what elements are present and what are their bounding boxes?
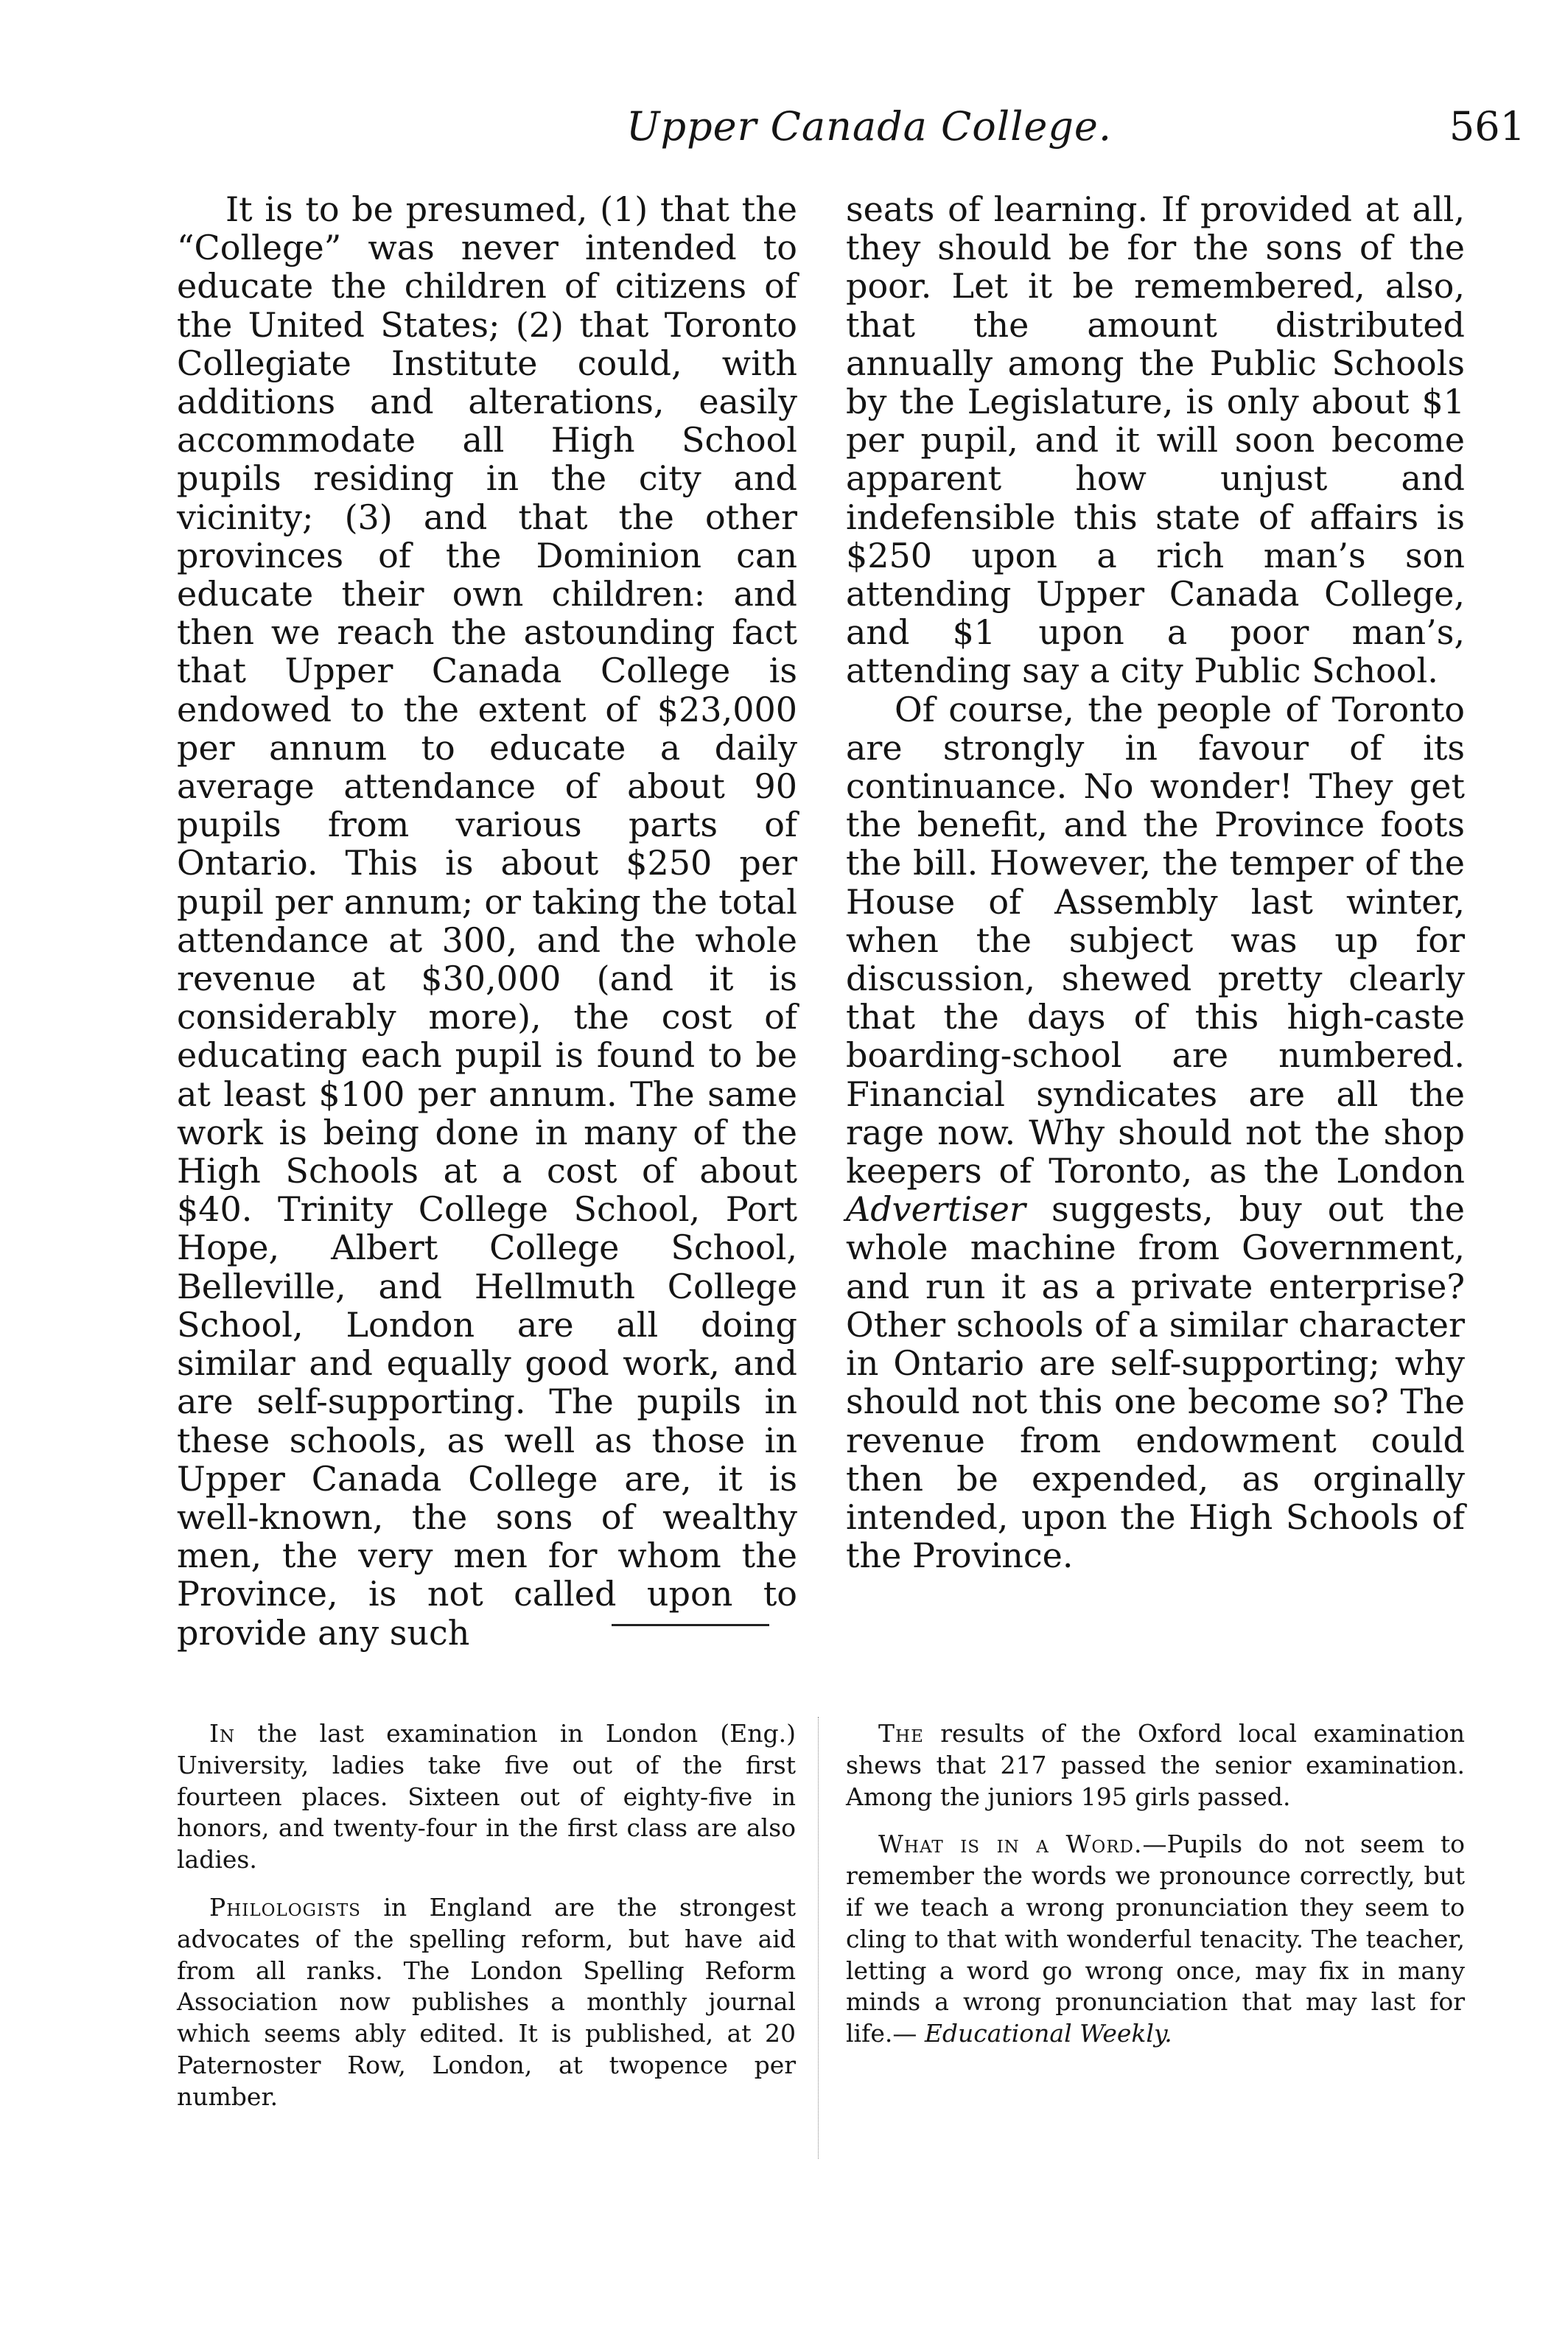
note-oxford-examination bbox=[846, 1718, 1465, 1813]
page-number: 561 bbox=[1449, 103, 1525, 150]
note-source: Educational Weekly. bbox=[924, 2019, 1172, 2048]
running-title: Upper Canada College. bbox=[626, 103, 1113, 150]
note-what-is-in-a-word bbox=[846, 1829, 1465, 2050]
article-right-column bbox=[846, 190, 1465, 1575]
note-lead-word: The bbox=[878, 1719, 924, 1748]
section-divider-rule bbox=[612, 1624, 769, 1626]
article-paragraph-2 bbox=[846, 690, 1465, 1575]
column-divider bbox=[818, 1717, 819, 2159]
notes-right-column bbox=[846, 1718, 1465, 2066]
note-text: —Pupils do not seem to remember the words we pronounce correctly, but if we teach a wrong pronunciation they seem to cling to that with wonderful tenacity. The teacher, letting a word go wrong once, may fix in many minds a wrong pronunciation that may last for life.— bbox=[846, 1830, 1465, 2048]
article-paragraph-1-continued: seats of learning. If provided at all, they should be for the sons of the poor. Let it be remembered, also, that the amount distributed annually among the Public Schools by the Legislature, is only about $1 per pupil, and it will soon become apparent how unjust and indefensible this state of affairs is $250 upon a rich man’s son attending Upper Canada College, and $1 upon a poor man’s, attending say a city Public School. bbox=[846, 189, 1465, 691]
article-paragraph-1: It is to be presumed, (1) that the “College” was never intended to educate the children of citizens of the United States; (2) that Toronto Collegiate Institute could, with additions and alterations, easily accommodate all High School pupils residing in the city and vicinity; (3) and that the other provinces of the Dominion can educate their own children: and then we reach the astounding fact that Upper Canada College is endowed to the extent of $23,000 per annum to educate a daily average attendance of about 90 pupils from various parts of Ontario. This is about $250 per pupil per annum; or taking the total attendance at 300, and the whole revenue at $30,000 (and it is considerably more), the cost of educating each pupil is found to be at least $100 per annum. The same work is being done in many of the High Schools at a cost of about $40. Trinity College School, Port Hope, Albert College School, Belleville, and Hellmuth College School, London are all doing similar and equally good work, and are self-supporting. The pupils in these schools, as well as those in Upper Canada College are, it is well-known, the sons of wealthy men, the very men for whom the Province, is not called upon to provide any such bbox=[177, 189, 797, 1653]
article-paragraph-2-text: Of course, the people of Toronto are strongly in favour of its continuance. No wonder! They get the benefit, and the Province foots the bill. However, the temper of the House of Assembly last winter, when the subject was up for discussion, shewed pretty clearly that the days of this high-caste boarding-school are numbered. Financial syndicates are all the rage now. Why should not the shop keepers of Toronto, as the London bbox=[846, 689, 1465, 1191]
note-lead-word: Philologists bbox=[209, 1892, 361, 1922]
running-header bbox=[169, 103, 1525, 169]
note-text: the last examination in London (Eng.) University, ladies take five out of the first fourteen places. Sixteen out of eighty-five in honors, and twenty-four in the first class are also ladies. bbox=[177, 1719, 796, 1874]
note-lead-word: In bbox=[209, 1719, 236, 1748]
note-text: in England are the strongest advocates of the spelling reform, but have aid from all ranks. The London Spelling Reform Association now publishes a monthly journal which seems ably edited. It is published, at 20 Paternoster Row, London, at twopence per number. bbox=[177, 1892, 796, 2111]
note-philologists bbox=[177, 1892, 796, 2113]
note-heading: What is in a Word. bbox=[878, 1830, 1143, 1859]
advertiser-title: Advertiser bbox=[846, 1189, 1026, 1230]
notes-left-column bbox=[177, 1718, 796, 2129]
article-paragraph-2-text-rest: suggests, buy out the whole machine from Government, and run it as a private enterprise? Other schools of a similar character in Ontario are self-supporting; why should not this one become so? The revenue from endowment could then be expended, as orginally intended, upon the High Schools of the Province. bbox=[846, 1189, 1465, 1576]
note-text: results of the Oxford local examination shews that 217 passed the senior examination. Among the juniors 195 girls passed. bbox=[846, 1719, 1465, 1811]
note-london-university bbox=[177, 1718, 796, 1876]
article-left-column bbox=[177, 190, 797, 1652]
